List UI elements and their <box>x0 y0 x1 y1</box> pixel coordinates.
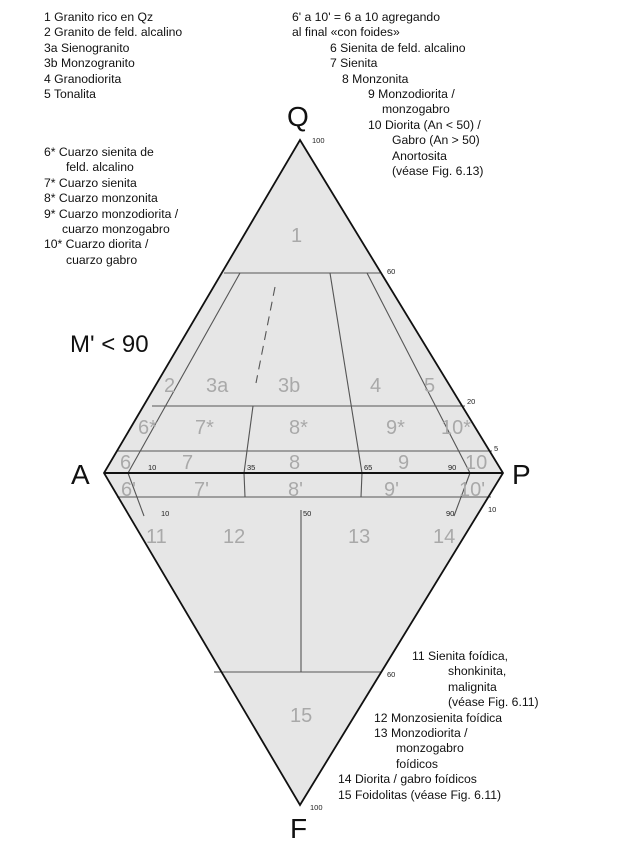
field-label-10-prime: 10' <box>459 479 486 501</box>
vertex-q-label: Q <box>287 101 309 132</box>
field-label-6: 6 <box>120 452 132 474</box>
legend-line: (véase Fig. 6.13) <box>392 164 484 179</box>
legend-line: 8* Cuarzo monzonita <box>44 191 158 206</box>
field-label-6-prime: 6' <box>121 479 136 501</box>
tick-f-100: 100 <box>310 803 323 812</box>
field-label-9: 9 <box>398 452 410 474</box>
field-label-3b: 3b <box>278 375 301 397</box>
field-label-7: 7 <box>182 452 194 474</box>
legend-line: foídicos <box>396 756 439 771</box>
legend-line: al final «con foides» <box>292 25 400 40</box>
legend-line: shonkinita, <box>448 664 507 679</box>
legend-line: 9* Cuarzo monzodiorita / <box>44 206 179 221</box>
field-label-12: 12 <box>223 526 246 548</box>
legend-line: Anortosita <box>392 148 447 163</box>
tick-q-60: 60 <box>387 267 396 276</box>
legend-line: (véase Fig. 6.11) <box>448 695 539 710</box>
legend-line: Gabro (An > 50) <box>392 133 480 148</box>
field-label-4: 4 <box>370 375 382 397</box>
field-label-13: 13 <box>348 526 371 548</box>
legend-line: 6* Cuarzo sienita de <box>44 145 154 159</box>
legend-line: 15 Foidolitas (véase Fig. 6.11) <box>338 787 502 802</box>
legend-fields-1-5 <box>44 10 182 102</box>
legend-line: 13 Monzodiorita / <box>374 726 468 741</box>
tick-q-20: 20 <box>467 397 476 406</box>
legend-line: malignita <box>448 679 497 694</box>
legend-line: 10* Cuarzo diorita / <box>44 237 149 252</box>
field-label-15: 15 <box>290 705 313 727</box>
legend-line: 3b Monzogranito <box>44 56 135 71</box>
legend-line: cuarzo gabro <box>66 252 138 267</box>
legend-line: 9 Monzodiorita / <box>368 87 455 102</box>
legend-line: 3a Sienogranito <box>44 40 130 55</box>
field-label-8-star: 8* <box>289 417 308 439</box>
field-label-5: 5 <box>424 375 436 397</box>
field-label-7-star: 7* <box>195 417 214 439</box>
legend-line: 1 Granito rico en Qz <box>44 10 154 24</box>
legend-line: 10 Diorita (An < 50) / <box>368 117 481 132</box>
tick-f-10-right: 10 <box>488 505 497 514</box>
field-label-8-prime: 8' <box>288 479 303 501</box>
field-label-10: 10 <box>465 452 488 474</box>
legend-fields-6-10-star <box>44 145 178 268</box>
tick-ap-65: 65 <box>364 463 373 472</box>
vertex-f-label: F <box>290 813 308 844</box>
field-label-1: 1 <box>291 225 303 247</box>
field-label-8: 8 <box>289 452 301 474</box>
legend-line: 7 Sienita <box>330 56 378 71</box>
tick-ap-35: 35 <box>247 463 256 472</box>
field-label-9-prime: 9' <box>384 479 399 501</box>
legend-fields-11-15 <box>330 649 539 803</box>
legend-line: 6' a 10' = 6 a 10 agregando <box>292 10 440 24</box>
tick-ap-90: 90 <box>448 463 457 472</box>
field-label-14: 14 <box>433 526 456 548</box>
legend-line: 14 Diorita / gabro foídicos <box>338 772 477 787</box>
legend-line: 12 Monzosienita foídica <box>374 710 503 725</box>
legend-fields-6-10 <box>292 10 483 179</box>
legend-line: monzogabro <box>382 102 450 117</box>
tick-q-5: 5 <box>494 444 499 453</box>
legend-line: 4 Granodiorita <box>44 71 122 86</box>
field-label-3a: 3a <box>206 375 229 397</box>
legend-line: 6 Sienita de feld. alcalino <box>330 40 466 55</box>
tick-f-60: 60 <box>387 670 396 679</box>
tick-f-90: 90 <box>446 509 455 518</box>
legend-line: cuarzo monzogabro <box>62 222 170 237</box>
vertex-a-label: A <box>71 459 90 490</box>
tick-f-50: 50 <box>303 509 312 518</box>
field-label-11: 11 <box>146 526 167 548</box>
field-label-2: 2 <box>164 375 176 397</box>
legend-line: 11 Sienita foídica, <box>412 649 508 663</box>
legend-line: 5 Tonalita <box>44 87 96 102</box>
legend-line: feld. alcalino <box>66 160 134 175</box>
legend-line: 8 Monzonita <box>342 71 409 86</box>
condition-label: M' < 90 <box>70 331 149 358</box>
field-label-7-prime: 7' <box>194 479 209 501</box>
field-label-10-star: 10* <box>441 417 472 439</box>
field-label-9-star: 9* <box>386 417 405 439</box>
legend-line: monzogabro <box>396 741 464 756</box>
tick-ap-10: 10 <box>148 463 157 472</box>
legend-line: 2 Granito de feld. alcalino <box>44 25 183 40</box>
vertex-p-label: P <box>512 459 531 490</box>
legend-line: 7* Cuarzo sienita <box>44 175 137 190</box>
field-label-6-star: 6* <box>138 417 157 439</box>
tick-q-100: 100 <box>312 136 325 145</box>
tick-f-10-left: 10 <box>161 509 170 518</box>
